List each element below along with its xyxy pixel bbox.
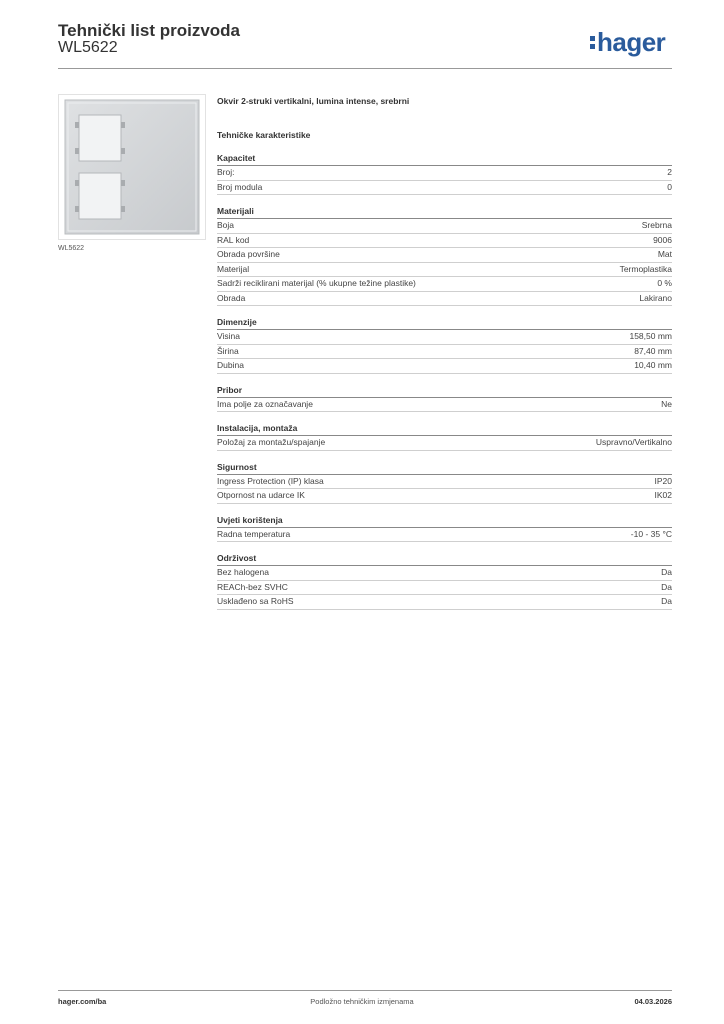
spec-row — [217, 566, 672, 581]
spec-value: IP20 — [654, 475, 672, 486]
spec-section — [217, 422, 672, 451]
spec-label: REACh-bez SVHC — [217, 581, 288, 592]
logo-dots-icon — [590, 36, 595, 49]
footer-note: Podložno tehničkim izmjenama — [310, 997, 414, 1006]
section-title: Sigurnost — [217, 461, 672, 475]
spec-row — [217, 528, 672, 543]
hager-logo — [590, 27, 665, 57]
spec-label: Obrada — [217, 292, 246, 303]
spec-row — [217, 263, 672, 278]
spec-label: Boja — [217, 220, 235, 230]
spec-row — [217, 345, 672, 360]
spec-label: Broj: — [217, 167, 235, 177]
section-title: Instalacija, montaža — [217, 422, 672, 436]
product-image — [58, 94, 206, 240]
spec-section — [217, 316, 672, 374]
spec-section — [217, 152, 672, 195]
spec-label: Visina — [217, 331, 240, 341]
spec-value: Da — [661, 581, 672, 592]
section-title: Materijali — [217, 205, 672, 219]
spec-content — [217, 96, 672, 610]
section-title: Dimenzije — [217, 316, 672, 330]
spec-value: Termoplastika — [619, 263, 672, 274]
spec-row — [217, 248, 672, 263]
page-title: Tehnički list proizvoda — [58, 21, 240, 40]
spec-label: Sadrži reciklirani materijal (% ukupne težine plastike) — [217, 278, 416, 288]
header-divider — [58, 68, 672, 69]
spec-section — [217, 552, 672, 610]
spec-value: 9006 — [653, 234, 672, 245]
spec-section — [217, 384, 672, 413]
section-title: Uvjeti korištenja — [217, 514, 672, 528]
spec-row — [217, 277, 672, 292]
spec-label: Bez halogena — [217, 567, 269, 577]
product-description: Okvir 2-struki vertikalni, lumina intense, srebrni — [217, 96, 410, 106]
spec-row — [217, 219, 672, 234]
spec-label: Ima polje za označavanje — [217, 398, 313, 409]
spec-label: Broj modula — [217, 181, 263, 192]
logo-text: hager — [597, 27, 666, 57]
footer-divider — [58, 990, 672, 991]
spec-row — [217, 292, 672, 307]
spec-label: Usklađeno sa RoHS — [217, 596, 294, 606]
tech-heading: Tehničke karakteristike — [217, 130, 311, 140]
spec-value: 158,50 mm — [629, 331, 672, 341]
spec-label: Otpornost na udarce IK — [217, 490, 305, 500]
spec-row — [217, 436, 672, 451]
spec-row — [217, 475, 672, 490]
spec-value: Da — [661, 596, 672, 606]
spec-value: Uspravno/Vertikalno — [595, 437, 672, 447]
footer-date: 04.03.2026 — [634, 997, 672, 1006]
section-title: Pribor — [217, 384, 672, 398]
spec-value: 0 — [667, 181, 672, 192]
spec-row — [217, 166, 672, 181]
spec-value: 2 — [667, 167, 672, 177]
spec-row — [217, 595, 672, 610]
section-title: Održivost — [217, 552, 672, 566]
spec-row — [217, 489, 672, 504]
spec-label: Položaj za montažu/spajanje — [217, 437, 326, 447]
spec-label: Ingress Protection (IP) klasa — [217, 475, 324, 486]
spec-value: IK02 — [654, 490, 672, 500]
spec-value: 10,40 mm — [634, 360, 672, 370]
spec-row — [217, 581, 672, 596]
spec-label: Širina — [217, 345, 239, 356]
spec-label: Radna temperatura — [217, 528, 291, 539]
spec-label: Materijal — [217, 263, 250, 274]
spec-value: 87,40 mm — [634, 345, 672, 356]
spec-section — [217, 461, 672, 504]
spec-value: Srebrna — [641, 220, 672, 230]
spec-row — [217, 398, 672, 413]
footer-website: hager.com/ba — [58, 997, 107, 1006]
spec-section — [217, 205, 672, 306]
spec-value: 0 % — [657, 278, 672, 288]
spec-value: Lakirano — [639, 292, 672, 303]
image-caption: WL5622 — [58, 245, 85, 252]
double-frame-icon — [59, 95, 205, 239]
spec-section — [217, 514, 672, 543]
spec-value: -10 - 35 °C — [630, 528, 672, 539]
product-code: WL5622 — [58, 39, 118, 56]
spec-row — [217, 330, 672, 345]
spec-row — [217, 181, 672, 196]
spec-row — [217, 359, 672, 374]
section-title: Kapacitet — [217, 152, 672, 166]
spec-label: RAL kod — [217, 234, 250, 245]
spec-label: Dubina — [217, 360, 244, 370]
spec-row — [217, 234, 672, 249]
spec-value: Ne — [661, 398, 672, 409]
spec-value: Da — [661, 567, 672, 577]
spec-label: Obrada površine — [217, 249, 280, 259]
spec-value: Mat — [657, 249, 672, 259]
spec-sections — [217, 152, 672, 610]
